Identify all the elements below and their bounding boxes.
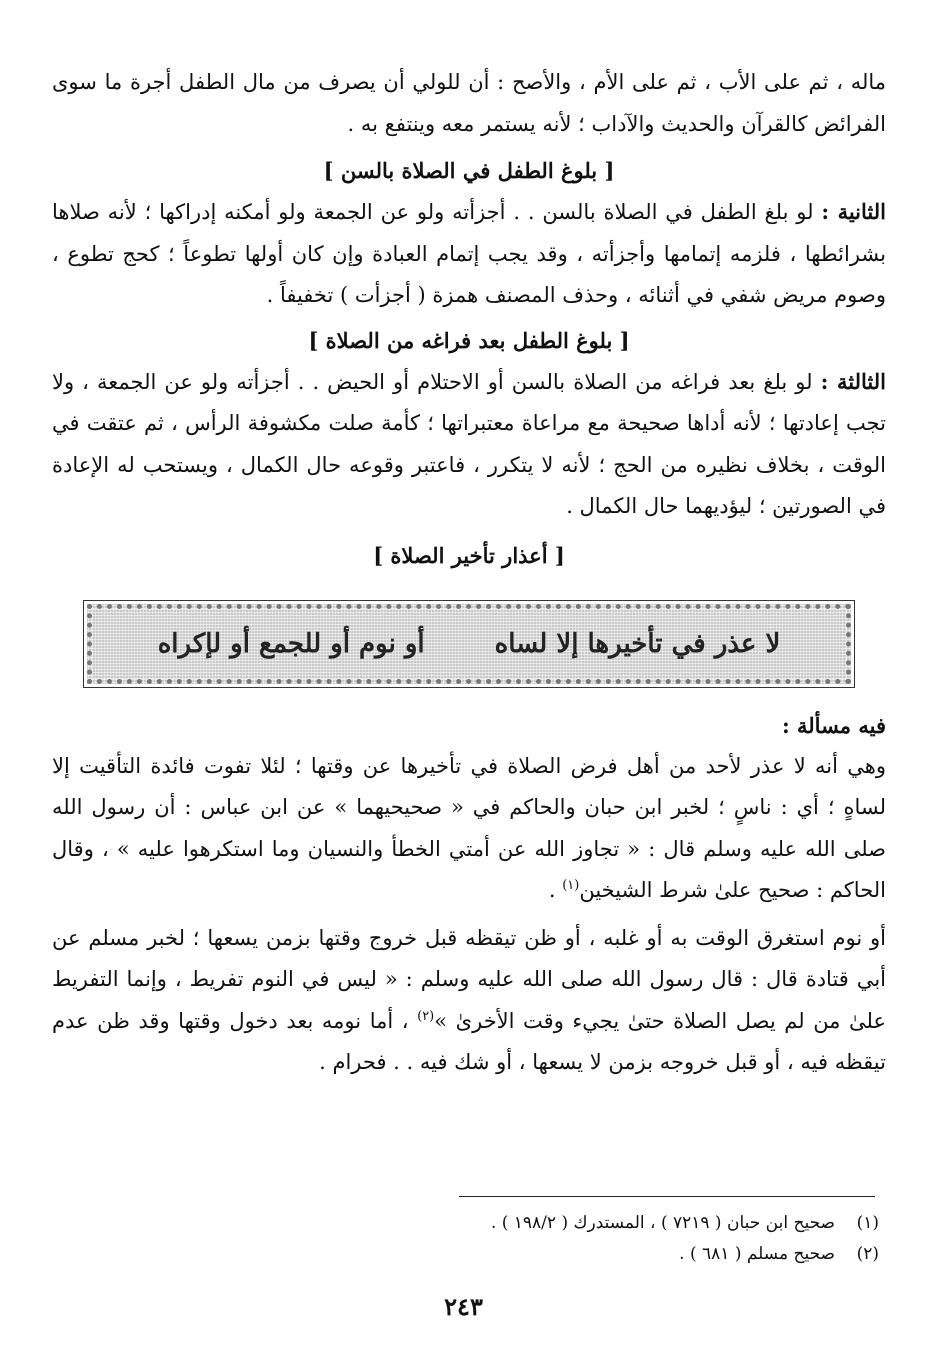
section-heading-excuses: [ أعذار تأخير الصلاة ] [373,542,565,568]
section-heading-after-prayer: [ بلوغ الطفل بعد فراغه من الصلاة ] [308,327,630,353]
paragraph-issue-body: وهي أنه لا عذر لأحد من أهل فرض الصلاة في تأخيرها عن وقتها ؛ لئلا تفوت فائدة التأقيت إلا لساهٍ ؛ أي : ناسٍ ؛ لخبر ابن حبان والحاكم في « صحيحيهما » عن ابن عباس : أن رسول الله صلى الله عليه وسلم قال : « تجاوز الله عن أمتي الخطأ والنسيان وما استكرهوا عليه » ، وقال الحاكم : صحيح علىٰ شرط الشيخين [52,753,886,902]
footnote-number: (١) [856,1213,879,1233]
verse-banner-frame [87,604,851,684]
paragraph-sleep-body: أو نوم استغرق الوقت به أو غلبه ، أو ظن تيقظه قبل خروج وقتها بزمن يسعها ؛ لخبر مسلم عن أبي قتادة قال : قال رسول الله صلى الله عليه وسلم : « ليس في النوم تفريط ، وإنما التفريط علىٰ من لم يصل الصلاة حتىٰ يجيء وقت الأخرىٰ » [52,925,886,1033]
verse-banner [83,600,855,688]
footnote-ref-2[interactable]: (٢) [417,1008,435,1024]
footnote-text: صحيح ابن حبان ( ٧٢١٩ ) ، المستدرك ( ١٩٨/٢ ) . [490,1213,835,1233]
paragraph-lead-third: الثالثة : [820,368,886,394]
issue-label: فيه مسألة : [781,712,886,738]
page-number: ٢٤٣ [444,1292,483,1321]
paragraph-sleep [52,918,886,1084]
verse-hemistich-first: لا عذر في تأخيرها إلا لساه [494,628,781,659]
paragraph-body-second: لو بلغ الطفل في الصلاة بالسن . . أجزأته ولو عن الجمعة ولو أمكنه إدراكها ؛ لأنه صلاها بشرائطها ، فلزمه إتمامها وأجزأته ، وقد يجب إتمام العبادة وإن كان أولها تطوعاً ؛ كحج تطوع ، وصوم مريض شفي في أثنائه ، وحذف المصنف همزة ( أجزأت ) تخفيفاً . [52,200,886,307]
paragraph-issue-end: . [548,878,563,902]
paragraph-third [52,361,886,528]
footnote-divider [459,1196,875,1197]
paragraph-lead-second: الثانية : [821,199,886,224]
footnotes [279,1208,879,1270]
verse-hemistich-second: أو نوم أو للجمع أو لإكراه [157,628,425,659]
paragraph-issue [52,746,886,912]
section-heading-age-puberty: [ بلوغ الطفل في الصلاة بالسن ] [323,158,615,183]
paragraph-sleep-end: ، أما نومه بعد دخول وقتها وقد ظن عدم تيقظه فيه ، أو قبل خروجه بزمن لا يسعها ، أو شك فيه . . فحرام . [52,1008,886,1074]
paragraph-second [52,191,886,317]
paragraph-intro: ماله ، ثم على الأب ، ثم على الأم ، والأصح : أن للولي أن يصرف من مال الطفل أجرة ما سوى الفرائض كالقرآن والحديث والآداب ؛ لأنه يستمر معه وينتفع به . [52,70,886,136]
footnote-item [279,1208,879,1239]
footnote-item [279,1239,879,1270]
paragraph-body-third: لو بلغ بعد فراغه من الصلاة بالسن أو الاحتلام أو الحيض . . أجزأته ولو عن الجمعة ، ولا تجب إعادتها ؛ لأنه أداها صحيحة مع مراعاة معتبراتها ؛ كأمة صلت مكشوفة الرأس ، ثم عتقت في الوقت ، بخلاف نظيره من الحج ؛ لأنه لا يتكرر ، فاعتبر وقوعه حال الكمال ، ويستحب له الإعادة في الصورتين ؛ ليؤديهما حال الكمال . [52,369,886,518]
verse-text [158,629,781,659]
footnote-number: (٢) [856,1244,879,1264]
footnote-ref-1[interactable]: (١) [562,878,580,893]
page-body [52,62,886,1084]
footnote-text: صحيح مسلم ( ٦٨١ ) . [679,1244,835,1264]
